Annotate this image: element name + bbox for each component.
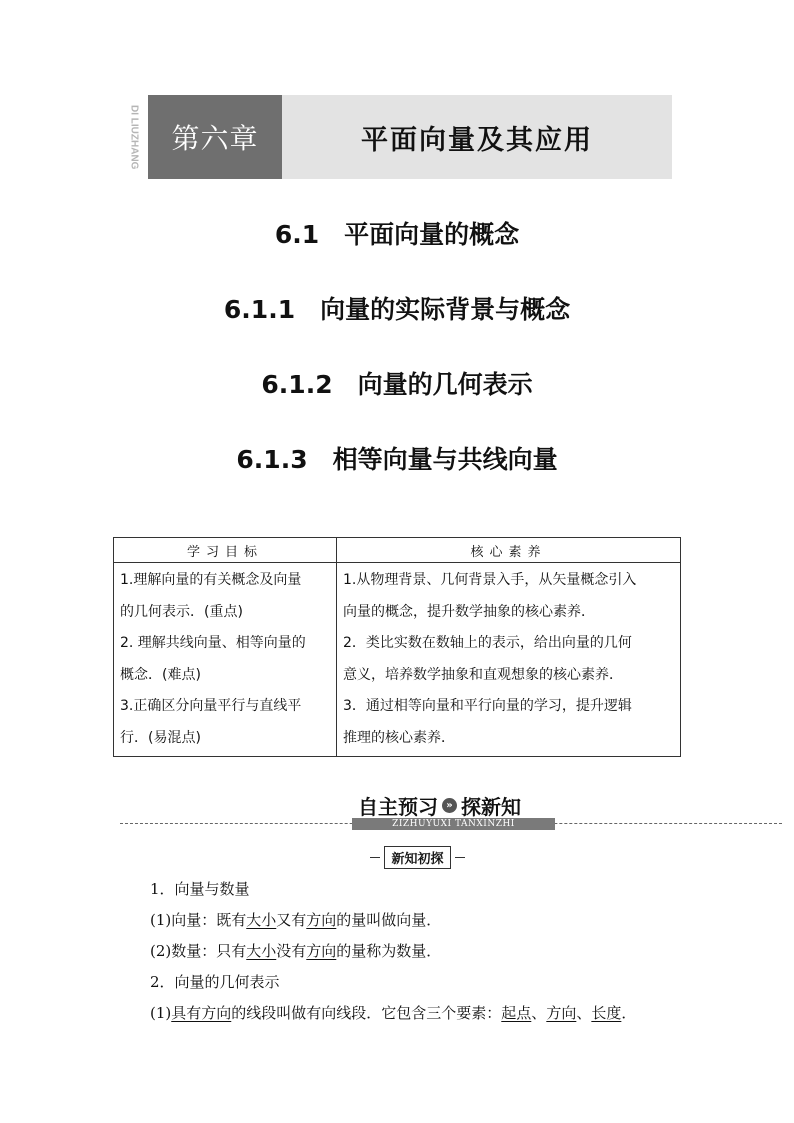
core-literacy-cell [337,563,680,756]
heading-6-1-3: 6.1.3 相等向量与共线向量 [236,445,558,474]
point-2-1: (1)具有方向的线段叫做有向线段．它包含三个要素：起点、方向、长度． [150,1004,637,1022]
blank-answer: 长度 [591,1004,622,1022]
blank-answer: 大小 [246,942,277,960]
point-2-title: 2．向量的几何表示 [150,973,280,991]
goal-line: 3.正确区分向量平行与直线平 [120,698,302,714]
section-title-right: 探新知 [461,794,521,819]
literacy-line: 意义，培养数学抽象和直观想象的核心素养． [343,666,623,683]
heading-6-1: 6.1 平面向量的概念 [274,220,520,249]
header-core-literacy: 核心素养 [470,544,547,560]
blank-answer: 大小 [246,911,277,929]
header-learning-goals: 学习目标 [114,538,337,562]
point-1-1: (1)向量：既有大小又有方向的量叫做向量． [150,911,442,929]
learning-goals-cell [114,563,337,756]
blank-answer: 具有方向 [171,1004,232,1022]
subsection-tag-label: 新知初探 [384,846,450,869]
chapter-title: 平面向量及其应用 [282,95,672,179]
blank-answer: 起点 [501,1004,532,1022]
double-chevron-icon: » [442,798,457,813]
heading-6-1-2: 6.1.2 向量的几何表示 [261,370,533,399]
literacy-line: 1.从物理背景、几何背景入手，从矢量概念引入 [343,572,637,588]
blank-answer: 方向 [306,911,337,929]
point-1-2: (2)数量：只有大小没有方向的量称为数量． [150,942,442,960]
chapter-banner [120,95,672,179]
section-title [358,792,521,818]
goal-line: 行．(易混点) [120,729,201,746]
section-pinyin: ZIZHUYUXI TANXINZHI [352,818,555,830]
goal-line: 的几何表示．(重点) [120,603,243,620]
literacy-line: 推理的核心素养． [343,729,455,746]
literacy-line: 3．通过相等向量和平行向量的学习，提升逻辑 [343,698,632,714]
chapter-pinyin-strip [120,95,148,179]
literacy-line: 2．类比实数在数轴上的表示，给出向量的几何 [343,635,632,651]
goal-line: 2. 理解共线向量、相等向量的 [120,635,306,651]
objectives-table-header [114,538,680,563]
heading-6-1-1: 6.1.1 向量的实际背景与概念 [223,295,571,324]
chapter-pinyin: DI LIUZHANG [128,104,140,170]
subsection-tag [370,846,465,868]
point-1-title: 1．向量与数量 [150,880,250,898]
blank-answer: 方向 [546,1004,577,1022]
blank-answer: 方向 [306,942,337,960]
chapter-number: 第六章 [148,95,282,179]
goal-line: 1.理解向量的有关概念及向量 [120,572,302,588]
objectives-table-body [114,563,680,756]
objectives-table [113,537,681,757]
goal-line: 概念．(难点) [120,666,201,683]
literacy-line: 向量的概念，提升数学抽象的核心素养． [343,603,595,620]
section-title-left: 自主预习 [358,794,438,819]
